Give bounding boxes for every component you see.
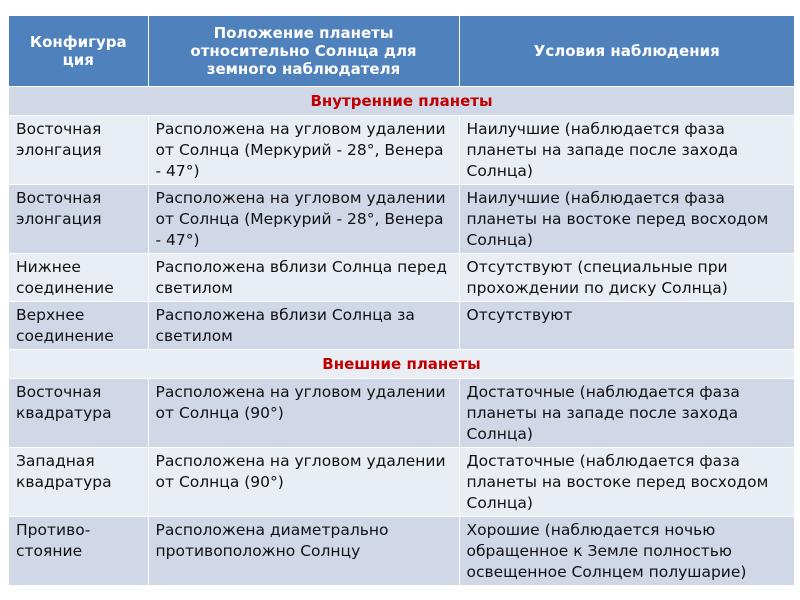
cell-position: Расположена вблизи Солнца за светилом bbox=[148, 302, 459, 350]
cell-configuration: Нижнее соединение bbox=[9, 254, 148, 302]
cell-configuration: Верхнее соединение bbox=[9, 302, 148, 350]
cell-configuration: Восточная элонгация bbox=[9, 116, 148, 185]
section-title: Внутренние планеты bbox=[9, 87, 794, 116]
header-conditions: Условия наблюдения bbox=[459, 16, 794, 87]
header-position: Положение планеты относительно Солнца для земного наблюдателя bbox=[148, 16, 459, 87]
cell-conditions: Наилучшие (наблюдается фаза планеты на западе после захода Солнца) bbox=[459, 116, 794, 185]
table-row bbox=[9, 517, 794, 586]
cell-configuration: Восточная квадратура bbox=[9, 379, 148, 448]
planet-configurations-table bbox=[9, 16, 794, 585]
cell-position: Расположена на угловом удалении от Солнца (90°) bbox=[148, 379, 459, 448]
section-title: Внешние планеты bbox=[9, 350, 794, 379]
cell-position: Расположена на угловом удалении от Солнца (Меркурий - 28°, Венера - 47°) bbox=[148, 116, 459, 185]
cell-conditions: Хорошие (наблюдается ночью обращенное к Земле полностью освещенное Солнцем полушарие) bbox=[459, 517, 794, 586]
cell-configuration: Противо-стояние bbox=[9, 517, 148, 586]
cell-position: Расположена диаметрально противоположно Солнцу bbox=[148, 517, 459, 586]
cell-conditions: Достаточные (наблюдается фаза планеты на востоке перед восходом Солнца) bbox=[459, 448, 794, 517]
cell-conditions: Отсутствуют bbox=[459, 302, 794, 350]
table-row bbox=[9, 116, 794, 185]
header-configuration: Конфигура ция bbox=[9, 16, 148, 87]
cell-conditions: Достаточные (наблюдается фаза планеты на западе после захода Солнца) bbox=[459, 379, 794, 448]
cell-configuration: Западная квадратура bbox=[9, 448, 148, 517]
table-row bbox=[9, 448, 794, 517]
section-row-inner-planets bbox=[9, 87, 794, 116]
table-container bbox=[9, 16, 794, 600]
cell-conditions: Наилучшие (наблюдается фаза планеты на востоке перед восходом Солнца) bbox=[459, 185, 794, 254]
section-row-outer-planets bbox=[9, 350, 794, 379]
cell-position: Расположена на угловом удалении от Солнца (Меркурий - 28°, Венера - 47°) bbox=[148, 185, 459, 254]
cell-position: Расположена на угловом удалении от Солнца (90°) bbox=[148, 448, 459, 517]
cell-position: Расположена вблизи Солнца перед светилом bbox=[148, 254, 459, 302]
table-row bbox=[9, 254, 794, 302]
table-row bbox=[9, 379, 794, 448]
header-row bbox=[9, 16, 794, 87]
table-row bbox=[9, 302, 794, 350]
table-row bbox=[9, 185, 794, 254]
cell-configuration: Восточная элонгация bbox=[9, 185, 148, 254]
cell-conditions: Отсутствуют (специальные при прохождении по диску Солнца) bbox=[459, 254, 794, 302]
